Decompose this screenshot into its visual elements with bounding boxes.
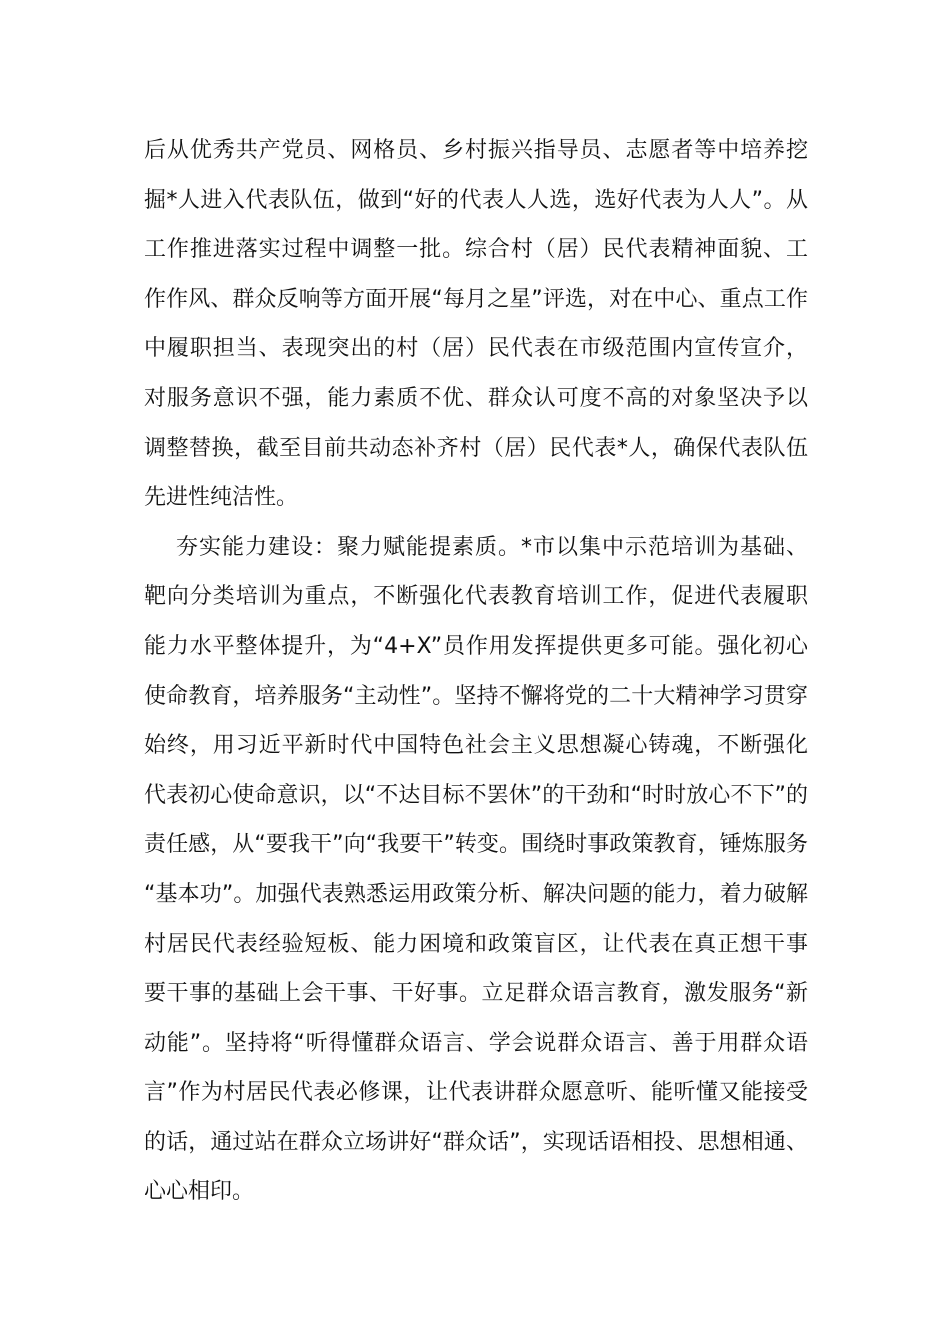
text-line: 调整替换，截至目前共动态补齐村（居）民代表*人，确保代表队伍 (144, 435, 808, 461)
text-line: 中履职担当、表现突出的村（居）民代表在市级范围内宣传宣介， (144, 336, 808, 362)
text-line: 能力水平整体提升，为“4+X”员作用发挥提供更多可能。强化初心 (144, 633, 808, 659)
text-line: 要干事的基础上会干事、干好事。立足群众语言教育，激发服务“新 (144, 981, 808, 1007)
text-line: 工作推进落实过程中调整一批。综合村（居）民代表精神面貌、工 (144, 237, 808, 263)
text-line: 使命教育，培养服务“主动性”。坚持不懈将党的二十大精神学习贯穿 (144, 683, 808, 709)
paragraph-2 (144, 523, 808, 1217)
document-body (144, 126, 808, 1217)
text-line: 夯实能力建设：聚力赋能提素质。*市以集中示范培训为基础、 (176, 534, 808, 560)
text-line: “基本功”。加强代表熟悉运用政策分析、解决问题的能力，着力破解 (144, 881, 808, 907)
text-line: 代表初心使命意识，以“不达目标不罢休”的干劲和“时时放心不下”的 (144, 782, 808, 808)
paragraph-1 (144, 126, 808, 523)
text-line: 责任感，从“要我干”向“我要干”转变。围绕时事政策教育，锤炼服务 (144, 832, 808, 858)
text-line: 对服务意识不强，能力素质不优、群众认可度不高的对象坚决予以 (144, 385, 808, 411)
text-line: 靶向分类培训为重点，不断强化代表教育培训工作，促进代表履职 (144, 584, 808, 610)
text-line: 先进性纯洁性。 (144, 485, 299, 511)
text-line: 村居民代表经验短板、能力困境和政策盲区，让代表在真正想干事 (144, 931, 808, 957)
text-line: 掘*人进入代表队伍，做到“好的代表人人选，选好代表为人人”。从 (144, 187, 808, 213)
text-line: 动能”。坚持将“听得懂群众语言、学会说群众语言、善于用群众语 (144, 1030, 808, 1056)
text-line: 作作风、群众反响等方面开展“每月之星”评选，对在中心、重点工作 (144, 286, 808, 312)
text-line: 的话，通过站在群众立场讲好“群众话”，实现话语相投、思想相通、 (144, 1129, 808, 1155)
text-line: 后从优秀共产党员、网格员、乡村振兴指导员、志愿者等中培养挖 (144, 138, 808, 163)
text-line: 心心相印。 (144, 1179, 255, 1205)
text-line: 言”作为村居民代表必修课，让代表讲群众愿意听、能听懂又能接受 (144, 1080, 808, 1106)
text-line: 始终，用习近平新时代中国特色社会主义思想凝心铸魂，不断强化 (144, 733, 808, 759)
